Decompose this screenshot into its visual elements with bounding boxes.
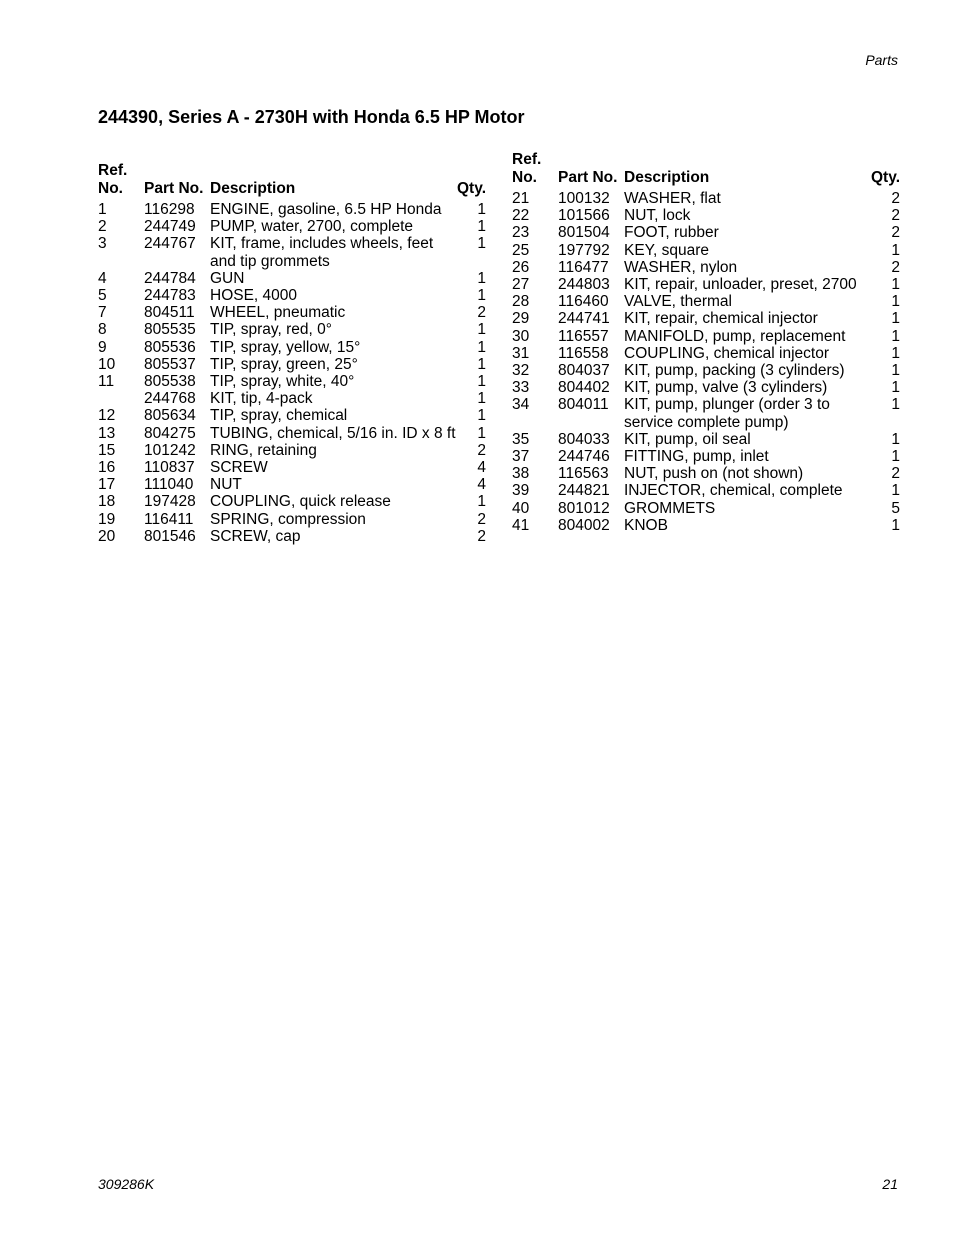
- part-number-cell: 101566: [558, 207, 610, 225]
- table-row: [98, 235, 486, 269]
- quantity-cell: 1: [891, 276, 900, 294]
- description-cell: TUBING, chemical, 5/16 in. ID x 8 ft: [210, 424, 456, 442]
- ref-cell: 1: [98, 201, 107, 218]
- quantity-cell: 1: [477, 338, 486, 356]
- description-cell: ENGINE, gasoline, 6.5 HP Honda: [210, 201, 442, 218]
- quantity-cell: 1: [477, 493, 486, 511]
- quantity-cell: 1: [891, 396, 900, 414]
- ref-cell: 11: [98, 373, 115, 391]
- table-header-row: [98, 162, 486, 201]
- description-cell: WASHER, nylon: [624, 258, 738, 276]
- quantity-cell: 2: [891, 207, 900, 225]
- table-row: [512, 242, 900, 259]
- part-number-cell: 804002: [558, 516, 610, 534]
- quantity-cell: 2: [891, 465, 900, 483]
- column-header-qty: Qty.: [871, 169, 900, 186]
- ref-cell: 9: [98, 338, 107, 356]
- ref-cell: 30: [512, 327, 530, 345]
- footer-page-number: 21: [882, 1176, 898, 1192]
- ref-cell: 18: [98, 493, 116, 511]
- ref-cell: 21: [512, 190, 530, 207]
- quantity-cell: 1: [891, 293, 900, 311]
- ref-cell: 37: [512, 448, 530, 466]
- ref-cell: 28: [512, 293, 530, 311]
- quantity-cell: 1: [477, 321, 486, 339]
- table-row: [98, 287, 486, 304]
- footer-document-number: 309286K: [98, 1176, 155, 1192]
- description-cell: KIT, repair, unloader, preset, 2700: [624, 276, 857, 294]
- part-number-cell: 804402: [558, 379, 610, 397]
- ref-cell: 20: [98, 527, 116, 545]
- quantity-cell: 1: [477, 373, 486, 391]
- quantity-cell: 1: [891, 362, 900, 380]
- part-number-cell: 244749: [144, 218, 196, 236]
- table-row: [512, 207, 900, 224]
- description-cell: WASHER, flat: [624, 190, 721, 207]
- ref-cell: 41: [512, 516, 530, 534]
- ref-cell: 5: [98, 287, 107, 305]
- quantity-cell: 1: [477, 424, 486, 442]
- quantity-cell: 1: [891, 310, 900, 328]
- quantity-cell: 2: [891, 258, 900, 276]
- ref-cell: 13: [98, 424, 116, 442]
- table-row: [98, 356, 486, 373]
- quantity-cell: 1: [477, 390, 486, 408]
- quantity-cell: 4: [477, 476, 486, 494]
- part-number-cell: 804275: [144, 424, 196, 442]
- description-cell: PUMP, water, 2700, complete: [210, 218, 414, 236]
- ref-cell: 40: [512, 499, 530, 517]
- quantity-cell: 1: [891, 379, 900, 397]
- table-row: [512, 345, 900, 362]
- ref-cell: 38: [512, 465, 530, 483]
- description-cell: FOOT, rubber: [624, 224, 719, 242]
- table-row: [98, 511, 486, 528]
- ref-cell: 17: [98, 476, 116, 494]
- part-number-cell: 805536: [144, 338, 196, 356]
- column-header-part: Part No.: [144, 180, 204, 197]
- table-header-row: [512, 151, 900, 190]
- ref-cell: 3: [98, 235, 107, 253]
- description-cell: NUT: [210, 476, 242, 494]
- part-number-cell: 100132: [558, 190, 610, 207]
- description-cell: KIT, tip, 4-pack: [210, 390, 313, 408]
- ref-cell: 35: [512, 430, 530, 448]
- part-number-cell: 244746: [558, 448, 610, 466]
- description-cell: SCREW, cap: [210, 527, 301, 545]
- part-number-cell: 804033: [558, 430, 610, 448]
- part-number-cell: 801504: [558, 224, 610, 242]
- table-row: [512, 379, 900, 396]
- description-cell: TIP, spray, white, 40°: [210, 373, 355, 391]
- part-number-cell: 805538: [144, 373, 196, 391]
- part-number-cell: 804511: [144, 304, 195, 322]
- description-cell: KIT, pump, plunger (order 3 to service complete pump): [624, 396, 830, 431]
- part-number-cell: 116477: [558, 258, 609, 276]
- description-cell: GUN: [210, 269, 245, 287]
- description-cell: KEY, square: [624, 241, 710, 259]
- description-cell: KIT, pump, packing (3 cylinders): [624, 362, 845, 380]
- part-number-cell: 101242: [144, 441, 196, 459]
- ref-cell: 23: [512, 224, 530, 242]
- table-row: [512, 482, 900, 499]
- quantity-cell: 1: [477, 407, 486, 425]
- table-row: [98, 528, 486, 545]
- ref-cell: 34: [512, 396, 530, 414]
- quantity-cell: 1: [477, 218, 486, 236]
- ref-cell: 33: [512, 379, 530, 397]
- table-row: [512, 293, 900, 310]
- table-row: [512, 500, 900, 517]
- quantity-cell: 1: [891, 241, 900, 259]
- description-cell: WHEEL, pneumatic: [210, 304, 346, 322]
- table-row: [512, 362, 900, 379]
- table-row: [98, 390, 486, 407]
- ref-cell: 15: [98, 441, 116, 459]
- description-cell: RING, retaining: [210, 441, 317, 459]
- ref-cell: 31: [512, 344, 530, 362]
- part-number-cell: 244783: [144, 287, 196, 305]
- table-row: [512, 259, 900, 276]
- part-number-cell: 111040: [144, 476, 194, 494]
- quantity-cell: 1: [477, 235, 486, 253]
- column-header-description: Description: [210, 180, 296, 197]
- table-row: [98, 476, 486, 493]
- quantity-cell: 1: [891, 482, 900, 500]
- description-cell: TIP, spray, red, 0°: [210, 321, 332, 339]
- table-row: [98, 493, 486, 510]
- description-cell: NUT, push on (not shown): [624, 465, 804, 483]
- table-row: [98, 201, 486, 218]
- parts-table-left: [98, 162, 486, 545]
- quantity-cell: 1: [477, 355, 486, 373]
- column-header-ref: Ref. No.: [512, 151, 542, 186]
- column-header-part: Part No.: [558, 169, 618, 186]
- table-row: [98, 218, 486, 235]
- part-number-cell: 801546: [144, 527, 196, 545]
- quantity-cell: 5: [891, 499, 900, 517]
- quantity-cell: 1: [891, 344, 900, 362]
- table-row: [512, 396, 900, 430]
- part-number-cell: 805535: [144, 321, 196, 339]
- ref-cell: 10: [98, 355, 116, 373]
- quantity-cell: 2: [891, 190, 900, 207]
- quantity-cell: 2: [477, 441, 486, 459]
- quantity-cell: 1: [477, 201, 486, 218]
- ref-cell: 22: [512, 207, 530, 225]
- part-number-cell: 244821: [558, 482, 610, 500]
- part-number-cell: 197428: [144, 493, 196, 511]
- part-number-cell: 244767: [144, 235, 196, 253]
- ref-cell: [98, 390, 144, 407]
- table-row: [98, 459, 486, 476]
- table-row: [512, 310, 900, 327]
- part-number-cell: 116563: [558, 465, 609, 483]
- description-cell: NUT, lock: [624, 207, 691, 225]
- part-number-cell: 244741: [558, 310, 610, 328]
- description-cell: INJECTOR, chemical, complete: [624, 482, 843, 500]
- ref-cell: 32: [512, 362, 530, 380]
- quantity-cell: 1: [891, 430, 900, 448]
- part-number-cell: 805537: [144, 355, 196, 373]
- table-row: [512, 276, 900, 293]
- part-number-cell: 244803: [558, 276, 610, 294]
- description-cell: VALVE, thermal: [624, 293, 732, 311]
- part-number-cell: 801012: [558, 499, 610, 517]
- part-number-cell: 244768: [144, 390, 196, 408]
- ref-cell: 39: [512, 482, 530, 500]
- ref-cell: 27: [512, 276, 530, 294]
- table-row: [512, 190, 900, 207]
- description-cell: KIT, frame, includes wheels, feet and tip grommets: [210, 235, 434, 270]
- table-row: [512, 431, 900, 448]
- description-cell: SPRING, compression: [210, 510, 366, 528]
- table-row: [512, 448, 900, 465]
- ref-cell: 16: [98, 459, 116, 477]
- ref-cell: 8: [98, 321, 107, 339]
- ref-cell: 25: [512, 241, 530, 259]
- table-row: [512, 465, 900, 482]
- ref-cell: 7: [98, 304, 107, 322]
- quantity-cell: 2: [477, 304, 486, 322]
- description-cell: KIT, repair, chemical injector: [624, 310, 818, 328]
- ref-cell: 29: [512, 310, 530, 328]
- ref-cell: 19: [98, 510, 116, 528]
- quantity-cell: 1: [477, 287, 486, 305]
- description-cell: COUPLING, chemical injector: [624, 344, 830, 362]
- quantity-cell: 2: [891, 224, 900, 242]
- part-number-cell: 197792: [558, 241, 610, 259]
- part-number-cell: 244784: [144, 269, 196, 287]
- description-cell: TIP, spray, green, 25°: [210, 355, 358, 373]
- quantity-cell: 4: [477, 459, 486, 477]
- description-cell: TIP, spray, yellow, 15°: [210, 338, 361, 356]
- part-number-cell: 116558: [558, 344, 609, 362]
- table-row: [98, 304, 486, 321]
- quantity-cell: 1: [891, 327, 900, 345]
- part-number-cell: 116411: [144, 510, 194, 528]
- quantity-cell: 2: [477, 510, 486, 528]
- table-row: [98, 321, 486, 338]
- part-number-cell: 116460: [558, 293, 609, 311]
- description-cell: GROMMETS: [624, 499, 716, 517]
- part-number-cell: 116557: [558, 327, 609, 345]
- parts-table-right: [512, 151, 900, 534]
- running-header-section: Parts: [865, 52, 898, 68]
- ref-cell: 12: [98, 407, 116, 425]
- table-row: [98, 339, 486, 356]
- column-header-ref: Ref. No.: [98, 162, 128, 197]
- column-header-description: Description: [624, 169, 710, 186]
- table-row: [512, 224, 900, 241]
- column-header-qty: Qty.: [457, 180, 486, 197]
- table-row: [98, 373, 486, 390]
- table-row: [98, 442, 486, 459]
- part-number-cell: 110837: [144, 459, 195, 477]
- description-cell: SCREW: [210, 459, 268, 477]
- part-number-cell: 804011: [558, 396, 609, 414]
- part-number-cell: 804037: [558, 362, 610, 380]
- ref-cell: 26: [512, 258, 530, 276]
- table-row: [512, 328, 900, 345]
- part-number-cell: 116298: [144, 201, 195, 218]
- description-cell: TIP, spray, chemical: [210, 407, 348, 425]
- description-cell: KNOB: [624, 516, 668, 534]
- quantity-cell: 2: [477, 527, 486, 545]
- description-cell: KIT, pump, oil seal: [624, 430, 751, 448]
- table-row: [98, 270, 486, 287]
- quantity-cell: 1: [891, 448, 900, 466]
- table-row: [98, 407, 486, 424]
- description-cell: HOSE, 4000: [210, 287, 298, 305]
- ref-cell: 2: [98, 218, 107, 236]
- description-cell: COUPLING, quick release: [210, 493, 391, 511]
- quantity-cell: 1: [891, 516, 900, 534]
- page-title: 244390, Series A - 2730H with Honda 6.5 HP Motor: [98, 107, 525, 127]
- description-cell: MANIFOLD, pump, replacement: [624, 327, 846, 345]
- ref-cell: 4: [98, 269, 107, 287]
- table-row: [98, 425, 486, 442]
- table-row: [512, 517, 900, 534]
- part-number-cell: 805634: [144, 407, 196, 425]
- quantity-cell: 1: [477, 269, 486, 287]
- description-cell: FITTING, pump, inlet: [624, 448, 769, 466]
- description-cell: KIT, pump, valve (3 cylinders): [624, 379, 828, 397]
